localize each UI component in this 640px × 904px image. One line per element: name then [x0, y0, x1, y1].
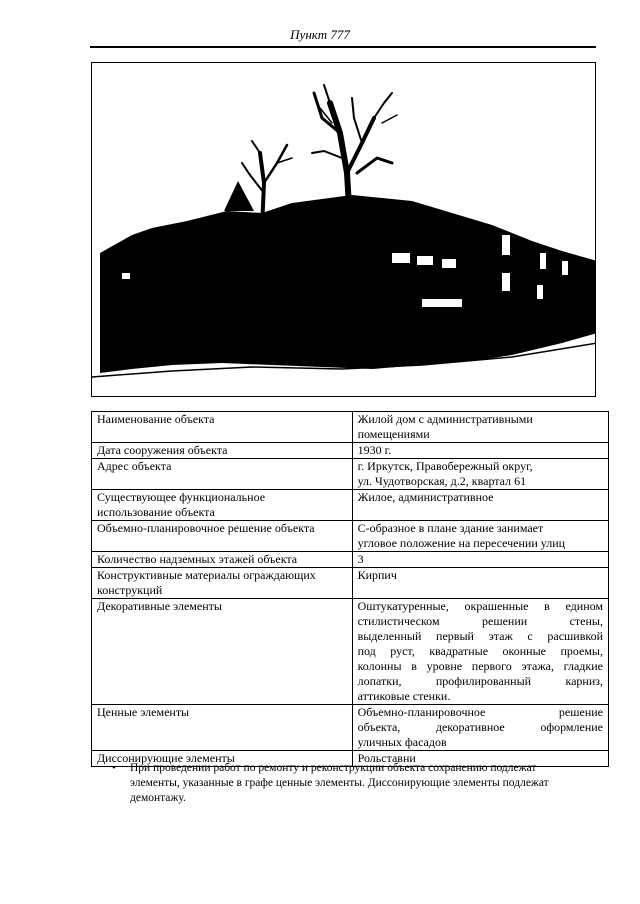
- row-label: Конструктивные материалы ограждающих конструкций: [92, 568, 353, 599]
- row-value: г. Иркутск, Правобережный округ, ул. Чудотворская, д.2, квартал 61: [352, 459, 608, 490]
- table-row: [92, 521, 609, 552]
- row-value: 1930 г.: [352, 443, 608, 459]
- row-label: Декоративные элементы: [92, 599, 353, 705]
- row-value: Оштукатуренные, окрашенные в едином стилистическом решении стены, выделенный первый этаж с расшивкой под руст, квадратные оконные проемы, колонны в уровне первого этажа, гладкие лопатки, профилированный карниз, аттиковые стенки.: [352, 599, 608, 705]
- row-label: Ценные элементы: [92, 705, 353, 751]
- row-value: Жилой дом с административными помещениями: [352, 412, 608, 443]
- table-row: [92, 599, 609, 705]
- row-value: Объемно-планировочное решение объекта, декоративное оформление уличных фасадов: [352, 705, 608, 751]
- row-value: Жилое, административное: [352, 490, 608, 521]
- note-line: элементы, указанные в графе ценные элементы. Диссонирующие элементы подлежат: [130, 777, 549, 789]
- table-row: [92, 705, 609, 751]
- row-label: Наименование объекта: [92, 412, 353, 443]
- note-line: демонтажу.: [130, 792, 186, 804]
- header-rule: [90, 46, 596, 48]
- page-header: Пункт 777: [290, 27, 350, 42]
- note-line: При проведении работ по ремонту и реконструкции объекта сохранению подлежат: [130, 762, 537, 774]
- bullet-icon: •: [112, 762, 116, 774]
- table-row: [92, 412, 609, 443]
- table-row: [92, 443, 609, 459]
- building-photo-icon: [92, 63, 596, 397]
- object-info-table: [91, 411, 609, 767]
- preservation-note: [112, 761, 567, 806]
- row-value: С-образное в плане здание занимает угловое положение на пересечении улиц: [352, 521, 608, 552]
- table-row: [92, 490, 609, 521]
- row-label: Количество надземных этажей объекта: [92, 552, 353, 568]
- building-photo: [91, 62, 596, 397]
- row-label: Адрес объекта: [92, 459, 353, 490]
- row-value: Рольставни: [352, 751, 608, 767]
- table-row: [92, 552, 609, 568]
- table-row: [92, 568, 609, 599]
- row-label: Диссонирующие элементы: [92, 751, 353, 767]
- row-label: Дата сооружения объекта: [92, 443, 353, 459]
- table-row: [92, 459, 609, 490]
- row-label: Объемно-планировочное решение объекта: [92, 521, 353, 552]
- row-value: Кирпич: [352, 568, 608, 599]
- row-value: 3: [352, 552, 608, 568]
- row-label: Существующее функциональное использование объекта: [92, 490, 353, 521]
